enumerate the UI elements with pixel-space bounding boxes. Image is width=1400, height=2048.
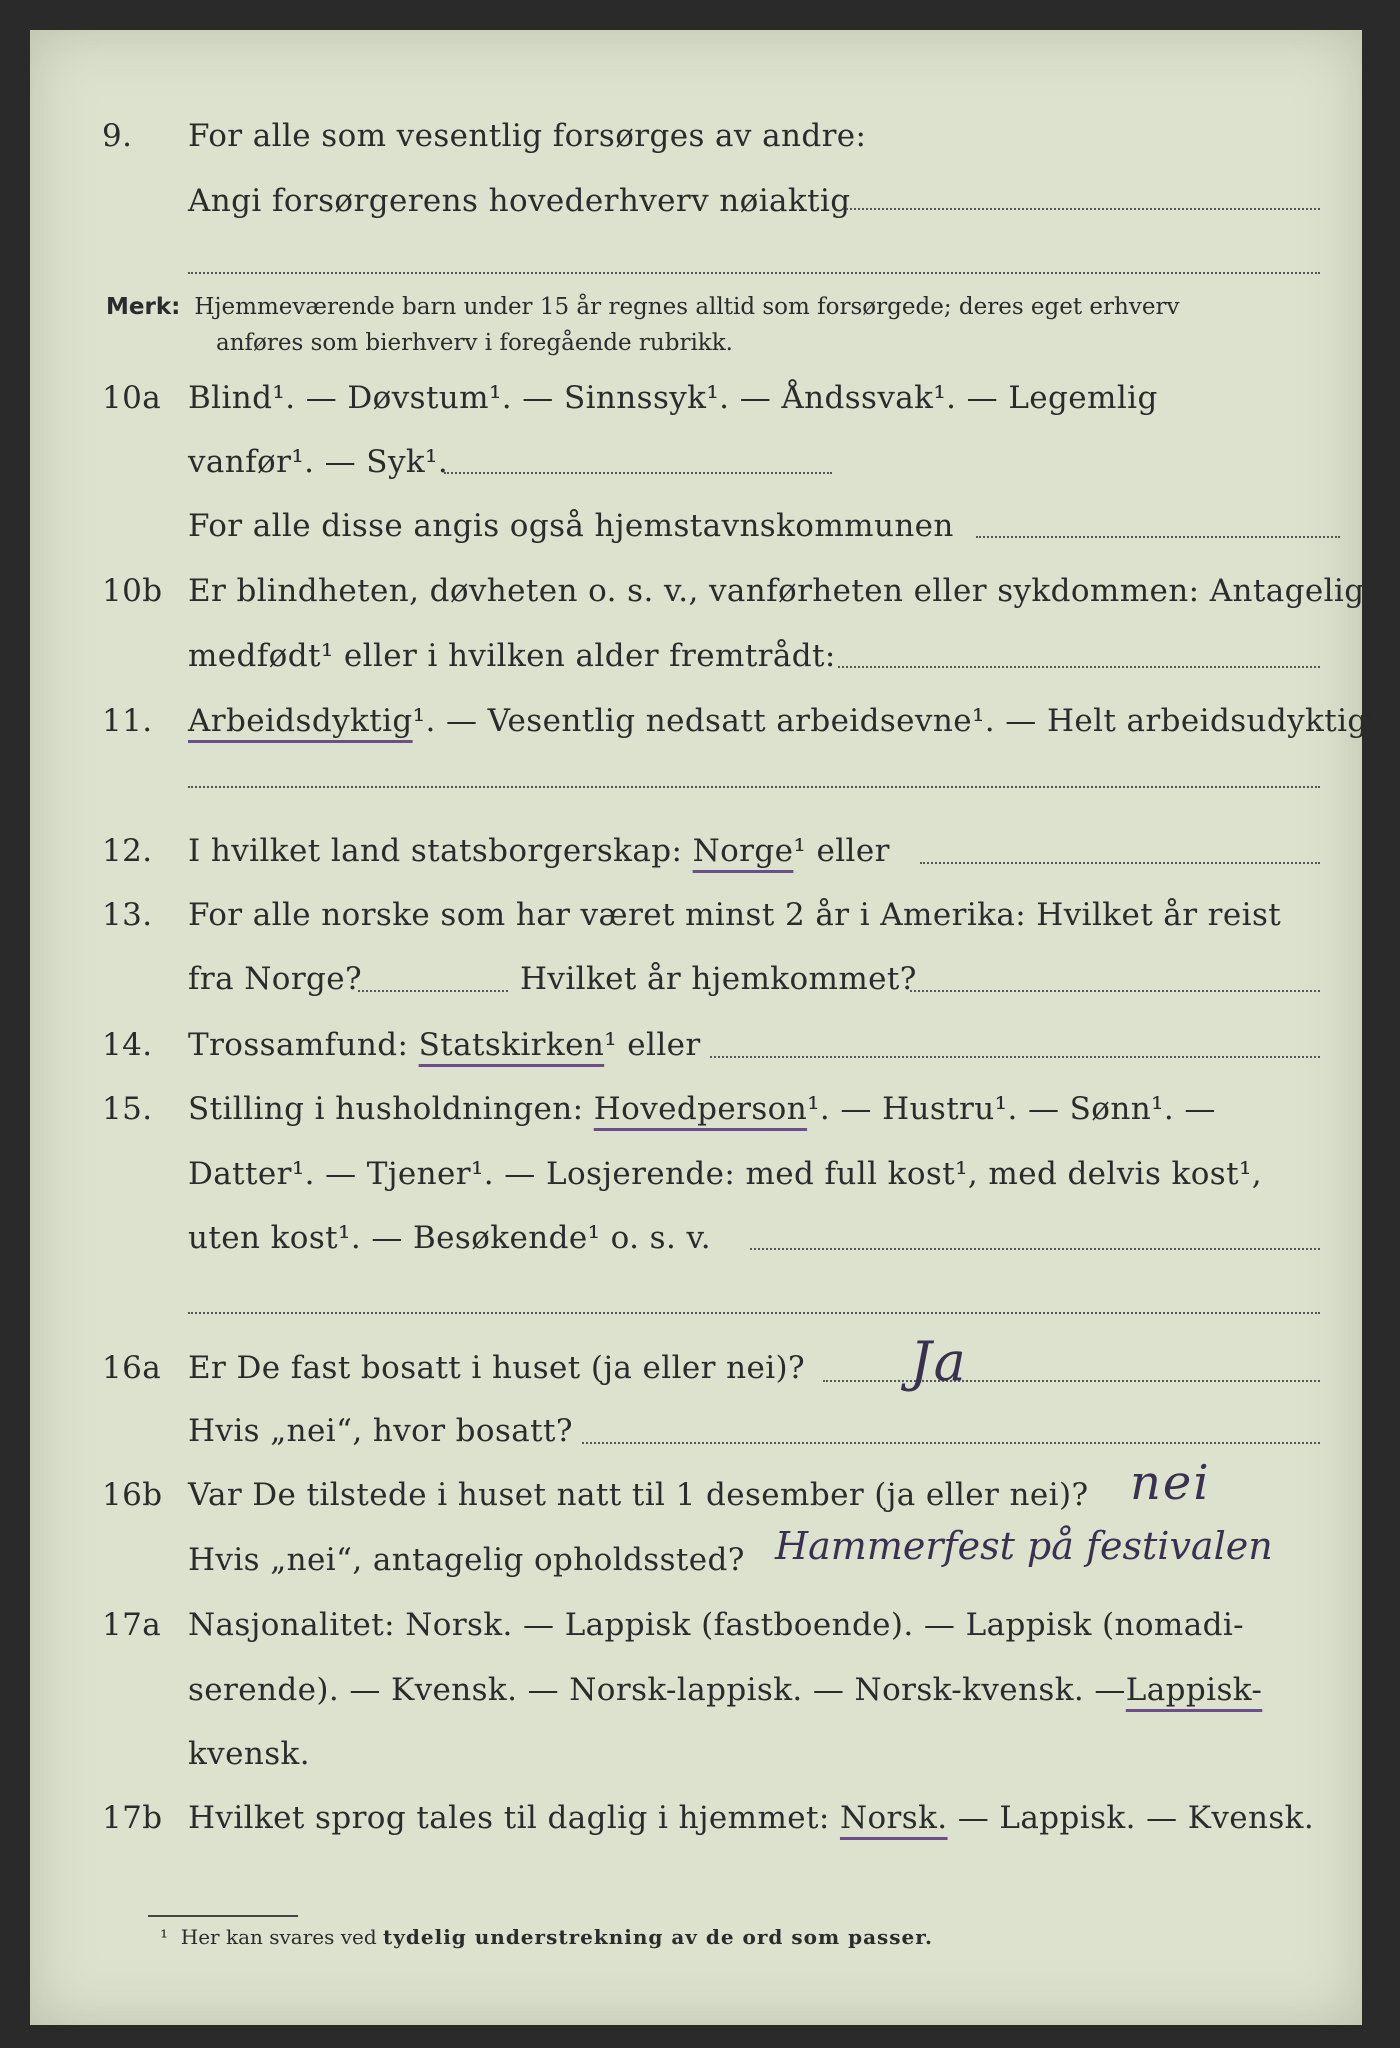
handwritten-answer: nei <box>1130 1455 1211 1511</box>
question-text: Datter¹. — Tjener¹. — Losjerende: med full kost¹, med delvis kost¹, <box>188 1156 1263 1192</box>
question-number: 9. <box>102 118 133 154</box>
question-label: Stilling i husholdningen: <box>188 1091 584 1127</box>
merk-text: Hjemmeværende barn under 15 år regnes alltid som forsørgede; deres eget erhverv <box>194 294 1180 320</box>
question-text <box>188 833 890 869</box>
question-text: For alle som vesentlig forsørges av andre: <box>188 118 867 154</box>
handwritten-answer: Hammerfest på festivalen <box>775 1524 1273 1568</box>
question-number: 10b <box>102 573 163 609</box>
selected-option: Norge <box>692 833 794 869</box>
merk-note <box>106 290 1179 325</box>
question-text: Hvilket år hjemkommet? <box>520 961 917 997</box>
question-label: Hvilket sprog tales til daglig i hjemmet: <box>188 1800 830 1836</box>
question-text <box>188 1027 701 1063</box>
merk-text: anføres som bierhverv i foregående rubrikk. <box>216 330 733 356</box>
question-text <box>188 1091 1216 1127</box>
answer-line <box>358 990 508 992</box>
question-number: 17b <box>102 1800 163 1836</box>
question-number: 12. <box>102 833 153 869</box>
question-text: Hvis „nei“, antagelig opholdssted? <box>188 1542 745 1578</box>
selected-option: Hovedperson <box>593 1091 808 1127</box>
footnote-mark: ¹ <box>160 1925 169 1949</box>
question-text <box>188 1800 1314 1836</box>
option-text: serende). — Kvensk. — Norsk-lappisk. — Norsk-kvensk. — <box>188 1672 1126 1708</box>
selected-option: Lappisk- <box>1125 1672 1263 1708</box>
option-text: ¹. — Vesentlig nedsatt arbeidsevne¹. — Helt arbeidsudyktig¹. <box>412 703 1391 739</box>
question-number: 10a <box>102 380 162 416</box>
option-text: — Lappisk. — Kvensk. <box>957 1800 1315 1836</box>
merk-note-line2 <box>216 326 733 361</box>
selected-option: Arbeidsdyktig <box>188 703 413 739</box>
question-number: 15. <box>102 1091 153 1127</box>
answer-line <box>188 786 1320 788</box>
answer-line <box>710 1056 1320 1058</box>
footnote <box>160 1925 933 1949</box>
question-label: I hvilket land statsborgerskap: <box>188 833 683 869</box>
question-text: Er blindheten, døvheten o. s. v., vanførheten eller sykdommen: Antagelig <box>188 573 1365 609</box>
question-text: Hvis „nei“, hvor bosatt? <box>188 1413 573 1449</box>
question-label: Trossamfund: <box>188 1027 409 1063</box>
question-text: medfødt¹ eller i hvilken alder fremtrådt: <box>188 638 836 674</box>
question-text <box>188 1672 1262 1708</box>
question-text: For alle disse angis også hjemstavnskommunen <box>188 508 954 544</box>
answer-line <box>750 1248 1320 1250</box>
answer-line <box>823 1380 1320 1382</box>
question-text: For alle norske som har været minst 2 år i Amerika: Hvilket år reist <box>188 897 1282 933</box>
census-form-page <box>30 30 1391 2025</box>
question-number: 17a <box>102 1607 162 1643</box>
question-text <box>188 703 1391 739</box>
question-text: kvensk. <box>188 1736 310 1772</box>
question-text: Var De tilstede i huset natt til 1 desember (ja eller nei)? <box>188 1477 1089 1513</box>
question-text: uten kost¹. — Besøkende¹ o. s. v. <box>188 1220 711 1256</box>
selected-option: Statskirken <box>418 1027 605 1063</box>
answer-line <box>582 1442 1320 1444</box>
merk-label: Merk: <box>106 294 181 320</box>
footnote-emphasis: tydelig understrekning av de ord som passer. <box>383 1925 933 1949</box>
question-text: Nasjonalitet: Norsk. — Lappisk (fastboende). — Lappisk (nomadi- <box>188 1607 1245 1643</box>
answer-line <box>920 862 1320 864</box>
answer-line <box>188 272 1320 274</box>
option-text: ¹ eller <box>793 833 890 869</box>
answer-line <box>976 536 1340 538</box>
selected-option: Norsk. <box>839 1800 948 1836</box>
answer-line <box>842 208 1320 210</box>
question-text: vanfør¹. — Syk¹. <box>188 444 449 480</box>
answer-line <box>910 990 1320 992</box>
question-number: 14. <box>102 1027 153 1063</box>
answer-line <box>444 472 832 474</box>
question-number: 16b <box>102 1477 163 1513</box>
handwritten-answer: Ja <box>910 1330 968 1393</box>
question-number: 11. <box>102 703 153 739</box>
option-text: ¹. — Hustru¹. — Sønn¹. — <box>807 1091 1216 1127</box>
answer-line <box>188 1312 1320 1314</box>
question-text: fra Norge? <box>188 961 363 997</box>
footnote-rule <box>148 1915 298 1917</box>
footnote-text: Her kan svares ved <box>180 1925 377 1949</box>
answer-line <box>838 666 1320 668</box>
question-number: 13. <box>102 897 153 933</box>
question-number: 16a <box>102 1350 162 1386</box>
question-text: Er De fast bosatt i huset (ja eller nei)? <box>188 1350 806 1386</box>
question-text: Blind¹. — Døvstum¹. — Sinnssyk¹. — Åndssvak¹. — Legemlig <box>188 380 1158 416</box>
option-text: ¹ eller <box>604 1027 701 1063</box>
question-text: Angi forsørgerens hovederhverv nøiaktig <box>188 183 851 219</box>
